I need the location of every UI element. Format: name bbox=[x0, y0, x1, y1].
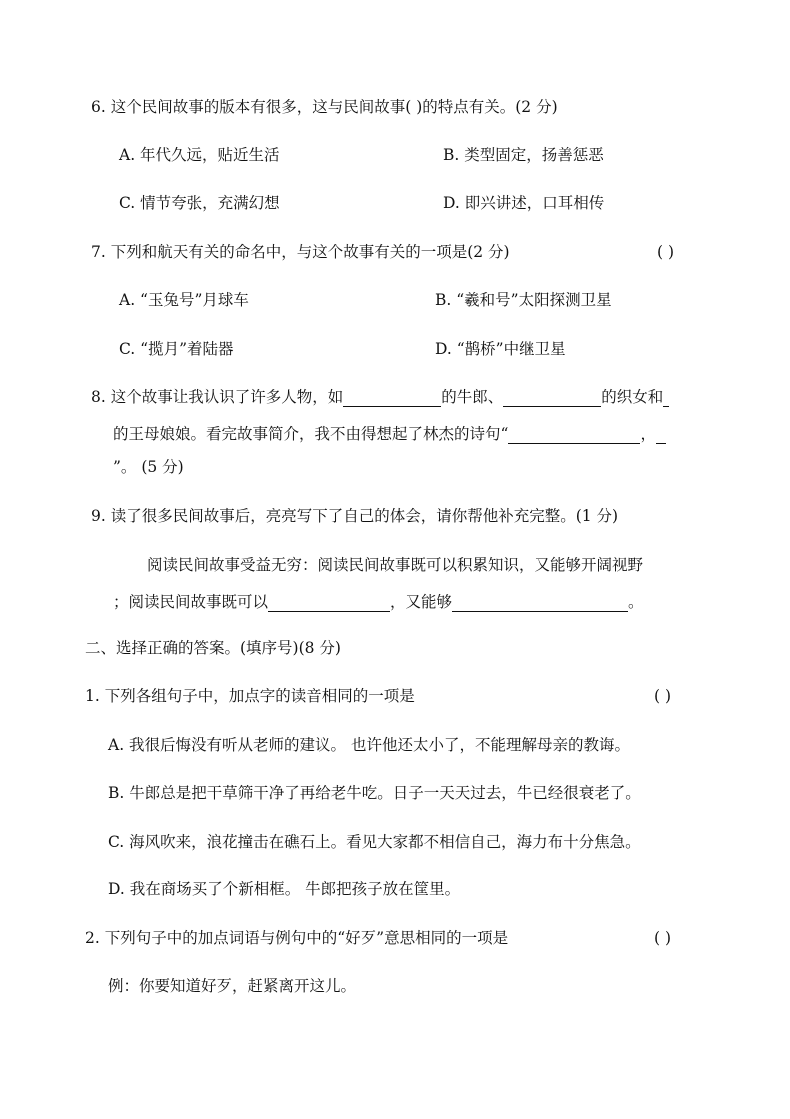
answer-blank[interactable] bbox=[508, 427, 640, 444]
section-2-question-2-answer-paren[interactable]: ( ) bbox=[654, 929, 672, 947]
section-2-heading: 二、选择正确的答案。(填序号)(8 分) bbox=[85, 639, 341, 657]
question-7-option-d[interactable]: D. “鹊桥”中继卫星 bbox=[435, 340, 566, 358]
section-2-question-1-option-c[interactable]: C. 海风吹来，浪花撞击在礁石上。看见大家都不相信自己，海力布十分焦急。 bbox=[108, 833, 641, 851]
section-2-question-1-option-d[interactable]: D. 我在商场买了个新相框。 牛郎把孩子放在筐里。 bbox=[108, 880, 461, 898]
question-8-text-d: 的王母娘娘。看完故事简介，我不由得想起了林杰的诗句“ bbox=[113, 425, 509, 443]
answer-blank[interactable] bbox=[268, 595, 390, 612]
answer-blank[interactable] bbox=[503, 390, 601, 407]
question-7-option-b[interactable]: B. “羲和号”太阳探测卫星 bbox=[435, 291, 612, 309]
question-7-answer-paren[interactable]: ( ) bbox=[657, 243, 675, 261]
question-8-text-a: 8. 这个故事让我认识了许多人物，如 bbox=[91, 388, 344, 406]
answer-blank[interactable] bbox=[656, 427, 666, 444]
question-9-text-a: ；阅读民间故事既可以 bbox=[113, 593, 269, 611]
question-8-text-b: 的牛郎、 bbox=[441, 388, 504, 406]
answer-blank[interactable] bbox=[343, 390, 441, 407]
question-8-text-c: 的织女和 bbox=[601, 388, 664, 406]
question-7-option-a[interactable]: A. “玉兔号”月球车 bbox=[119, 291, 249, 309]
section-2-question-1-option-a[interactable]: A. 我很后悔没有听从老师的建议。 也许他还太小了，不能理解母亲的教诲。 bbox=[108, 736, 630, 754]
question-8-line-3: ”。 (5 分) bbox=[113, 458, 184, 476]
section-2-question-2: 2. 下列句子中的加点词语与例句中的“好歹”意思相同的一项是 bbox=[85, 929, 509, 947]
question-9-text-c: 。 bbox=[628, 593, 644, 611]
section-2-question-1: 1. 下列各组句子中，加点字的读音相同的一项是 bbox=[85, 687, 415, 705]
question-9: 9. 读了很多民间故事后，亮亮写下了自己的体会，请你帮他补充完整。(1 分) bbox=[91, 507, 619, 525]
question-7-option-c[interactable]: C. “揽月”着陆器 bbox=[119, 340, 234, 358]
question-8-line-2 bbox=[113, 424, 666, 444]
question-6-option-b[interactable]: B. 类型固定，扬善惩恶 bbox=[443, 146, 604, 164]
question-9-passage-line-2 bbox=[113, 592, 644, 612]
question-6-option-c[interactable]: C. 情节夸张，充满幻想 bbox=[119, 194, 280, 212]
question-7: 7. 下列和航天有关的命名中，与这个故事有关的一项是(2 分) bbox=[91, 243, 510, 261]
question-6-option-d[interactable]: D. 即兴讲述，口耳相传 bbox=[443, 194, 605, 212]
question-8-line-1 bbox=[91, 387, 669, 407]
question-9-passage-line-1: 阅读民间故事受益无穷：阅读民间故事既可以积累知识，又能够开阔视野 bbox=[147, 556, 644, 574]
question-9-text-b: ，又能够 bbox=[390, 593, 453, 611]
question-6: 6. 这个民间故事的版本有很多，这与民间故事( )的特点有关。(2 分) bbox=[91, 98, 558, 116]
answer-blank[interactable] bbox=[452, 595, 628, 612]
answer-blank[interactable] bbox=[663, 390, 669, 407]
question-8-text-e: ， bbox=[640, 425, 656, 443]
question-6-option-a[interactable]: A. 年代久远，贴近生活 bbox=[119, 146, 280, 164]
section-2-question-2-example: 例：你要知道好歹，赶紧离开这儿。 bbox=[108, 977, 357, 995]
section-2-question-1-option-b[interactable]: B. 牛郎总是把干草筛干净了再给老牛吃。日子一天天过去，牛已经很衰老了。 bbox=[108, 784, 641, 802]
section-2-question-1-answer-paren[interactable]: ( ) bbox=[654, 687, 672, 705]
